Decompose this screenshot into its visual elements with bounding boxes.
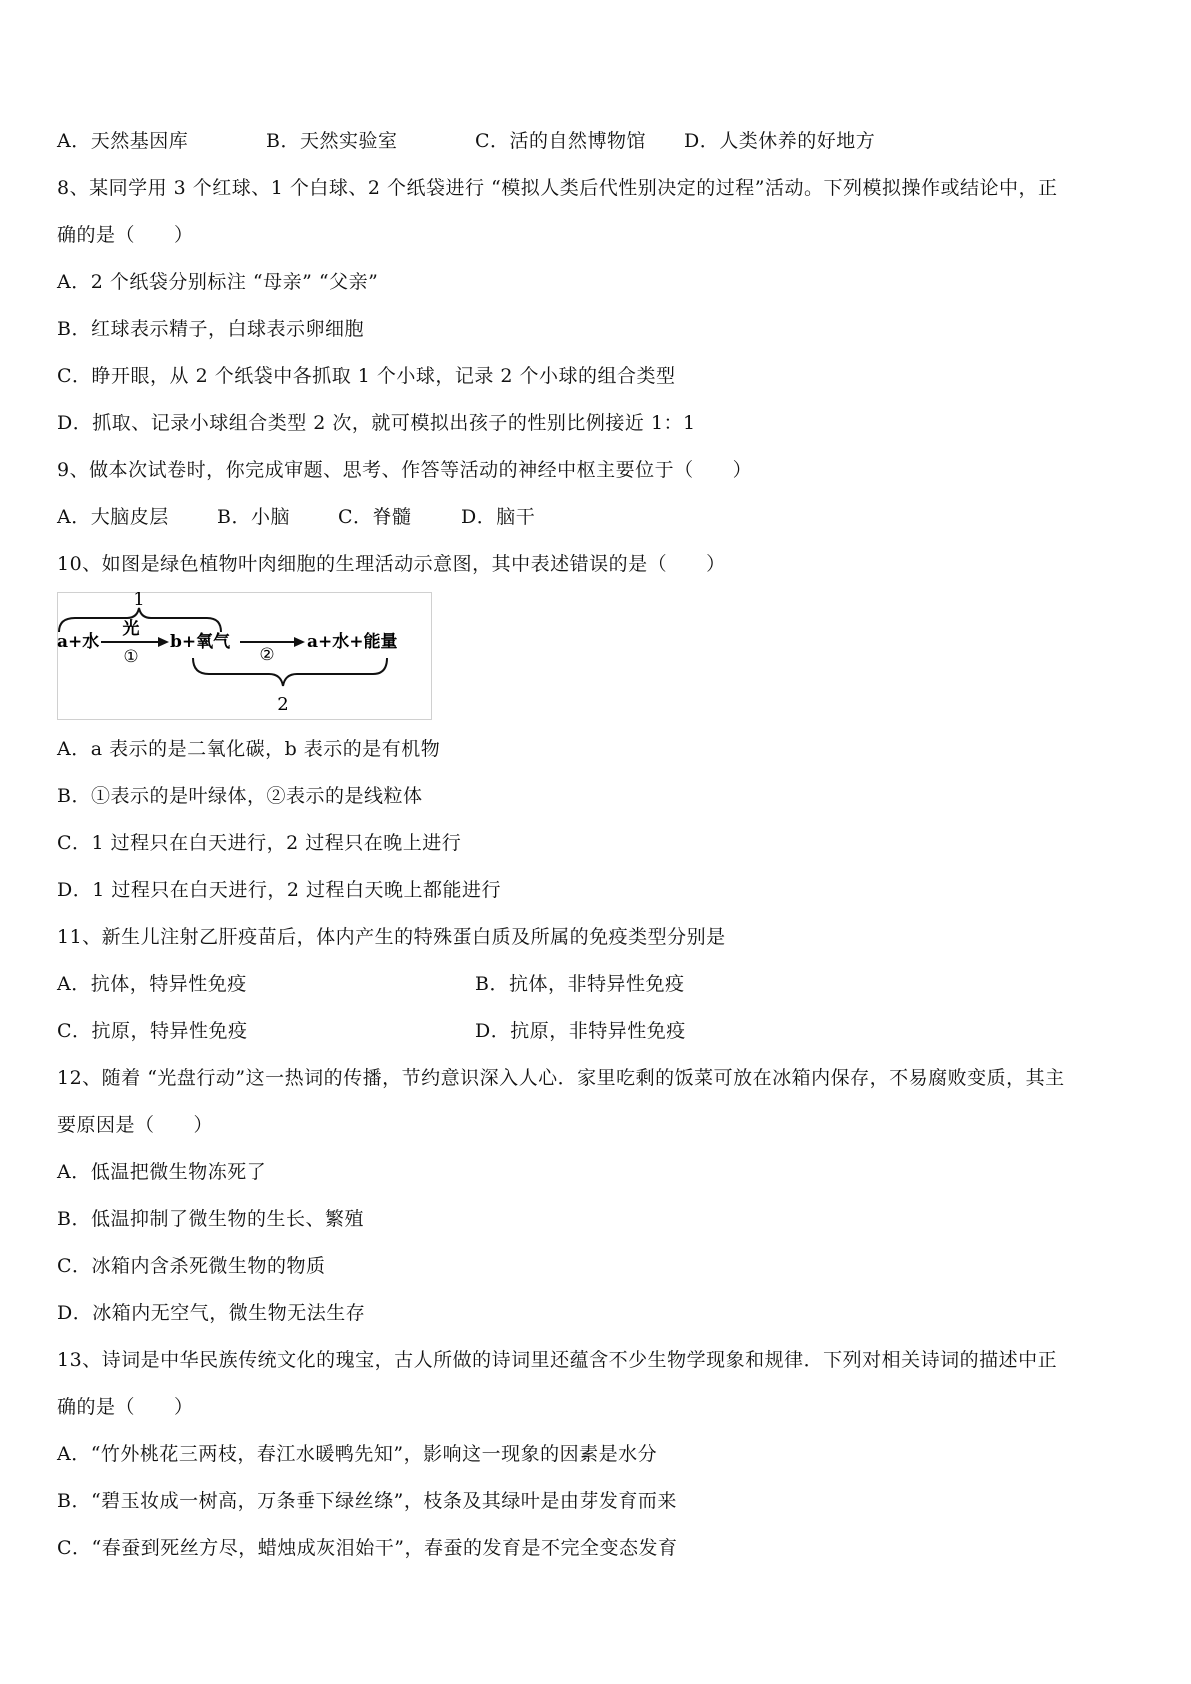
q9-option-a: A．大脑皮层 (57, 506, 169, 528)
term-middle: b+氧气 (170, 632, 231, 652)
q7-option-b: B．天然实验室 (266, 130, 398, 152)
q9-options-row (57, 494, 1137, 541)
q7-option-c: C．活的自然博物馆 (475, 130, 647, 152)
q9-option-b: B．小脑 (217, 506, 290, 528)
q8-option-a: A．2 个纸袋分别标注 “母亲” “父亲” (57, 271, 379, 293)
q9-option-c: C．脊髓 (338, 506, 412, 528)
label-process-1: 1 (133, 592, 145, 610)
exam-page (57, 118, 1137, 1572)
term-left: a+水 (57, 632, 100, 652)
term-right: a+水+能量 (307, 632, 398, 652)
q13-option-b: B．“碧玉妆成一树高，万条垂下绿丝绦”，枝条及其绿叶是由芽发育而来 (57, 1490, 677, 1512)
q12-option-c: C．冰箱内含杀死微生物的物质 (57, 1255, 326, 1277)
q11-option-a: A．抗体，特异性免疫 (57, 973, 247, 995)
q11-option-d: D．抗原，非特异性免疫 (475, 1020, 686, 1042)
q12-stem-line2: 要原因是（ ） (57, 1114, 214, 1136)
q13-option-a: A．“竹外桃花三两枝，春江水暖鸭先知”，影响这一现象的因素是水分 (57, 1443, 658, 1465)
q8-stem-line1: 8、某同学用 3 个红球、1 个白球、2 个纸袋进行 “模拟人类后代性别决定的过程”活动。下列模拟操作或结论中，正 (57, 177, 1058, 199)
q11-stem: 11、新生儿注射乙肝疫苗后，体内产生的特殊蛋白质及所属的免疫类型分别是 (57, 926, 726, 948)
q8-option-b: B．红球表示精子，白球表示卵细胞 (57, 318, 364, 340)
photosynthesis-respiration-diagram (57, 592, 432, 720)
arrow1-bottom-label: ① (123, 647, 139, 667)
q7-options-row (57, 118, 1137, 165)
q11-options-row2 (57, 1008, 1137, 1055)
q11-option-b: B．抗体，非特异性免疫 (475, 973, 685, 995)
q13-option-c: C．“春蚕到死丝方尽，蜡烛成灰泪始干”，春蚕的发育是不完全变态发育 (57, 1537, 678, 1559)
q12-option-d: D．冰箱内无空气，微生物无法生存 (57, 1302, 366, 1324)
q8-option-d: D．抓取、记录小球组合类型 2 次，就可模拟出孩子的性别比例接近 1：1 (57, 412, 696, 434)
q10-option-d: D．1 过程只在白天进行，2 过程白天晚上都能进行 (57, 879, 501, 901)
arrow2-label: ② (259, 645, 275, 665)
q10-option-b: B．①表示的是叶绿体，②表示的是线粒体 (57, 785, 423, 807)
q10-option-a: A．a 表示的是二氧化碳，b 表示的是有机物 (57, 738, 441, 760)
q12-option-a: A．低温把微生物冻死了 (57, 1161, 267, 1183)
q10-stem: 10、如图是绿色植物叶肉细胞的生理活动示意图，其中表述错误的是（ ） (57, 553, 726, 575)
q11-options-row1 (57, 961, 1137, 1008)
q12-option-b: B．低温抑制了微生物的生长、繁殖 (57, 1208, 364, 1230)
arrow1-top-label: 光 (122, 619, 140, 639)
q7-option-a: A．天然基因库 (57, 130, 189, 152)
q13-stem-line2: 确的是（ ） (57, 1396, 194, 1418)
q13-stem-line1: 13、诗词是中华民族传统文化的瑰宝，古人所做的诗词里还蕴含不少生物学现象和规律．下列对相关诗词的描述中正 (57, 1349, 1058, 1371)
q9-stem: 9、做本次试卷时，你完成审题、思考、作答等活动的神经中枢主要位于（ ） (57, 459, 753, 481)
q8-option-c: C．睁开眼，从 2 个纸袋中各抓取 1 个小球，记录 2 个小球的组合类型 (57, 365, 676, 387)
q10-option-c: C．1 过程只在白天进行，2 过程只在晚上进行 (57, 832, 462, 854)
label-process-2: 2 (277, 694, 289, 715)
q9-option-d: D．脑干 (461, 506, 536, 528)
q8-stem-line2: 确的是（ ） (57, 224, 194, 246)
q7-option-d: D．人类休养的好地方 (684, 130, 876, 152)
q11-option-c: C．抗原，特异性免疫 (57, 1020, 248, 1042)
q12-stem-line1: 12、随着 “光盘行动”这一热词的传播，节约意识深入人心．家里吃剩的饭菜可放在冰箱内保存，不易腐败变质，其主 (57, 1067, 1065, 1089)
